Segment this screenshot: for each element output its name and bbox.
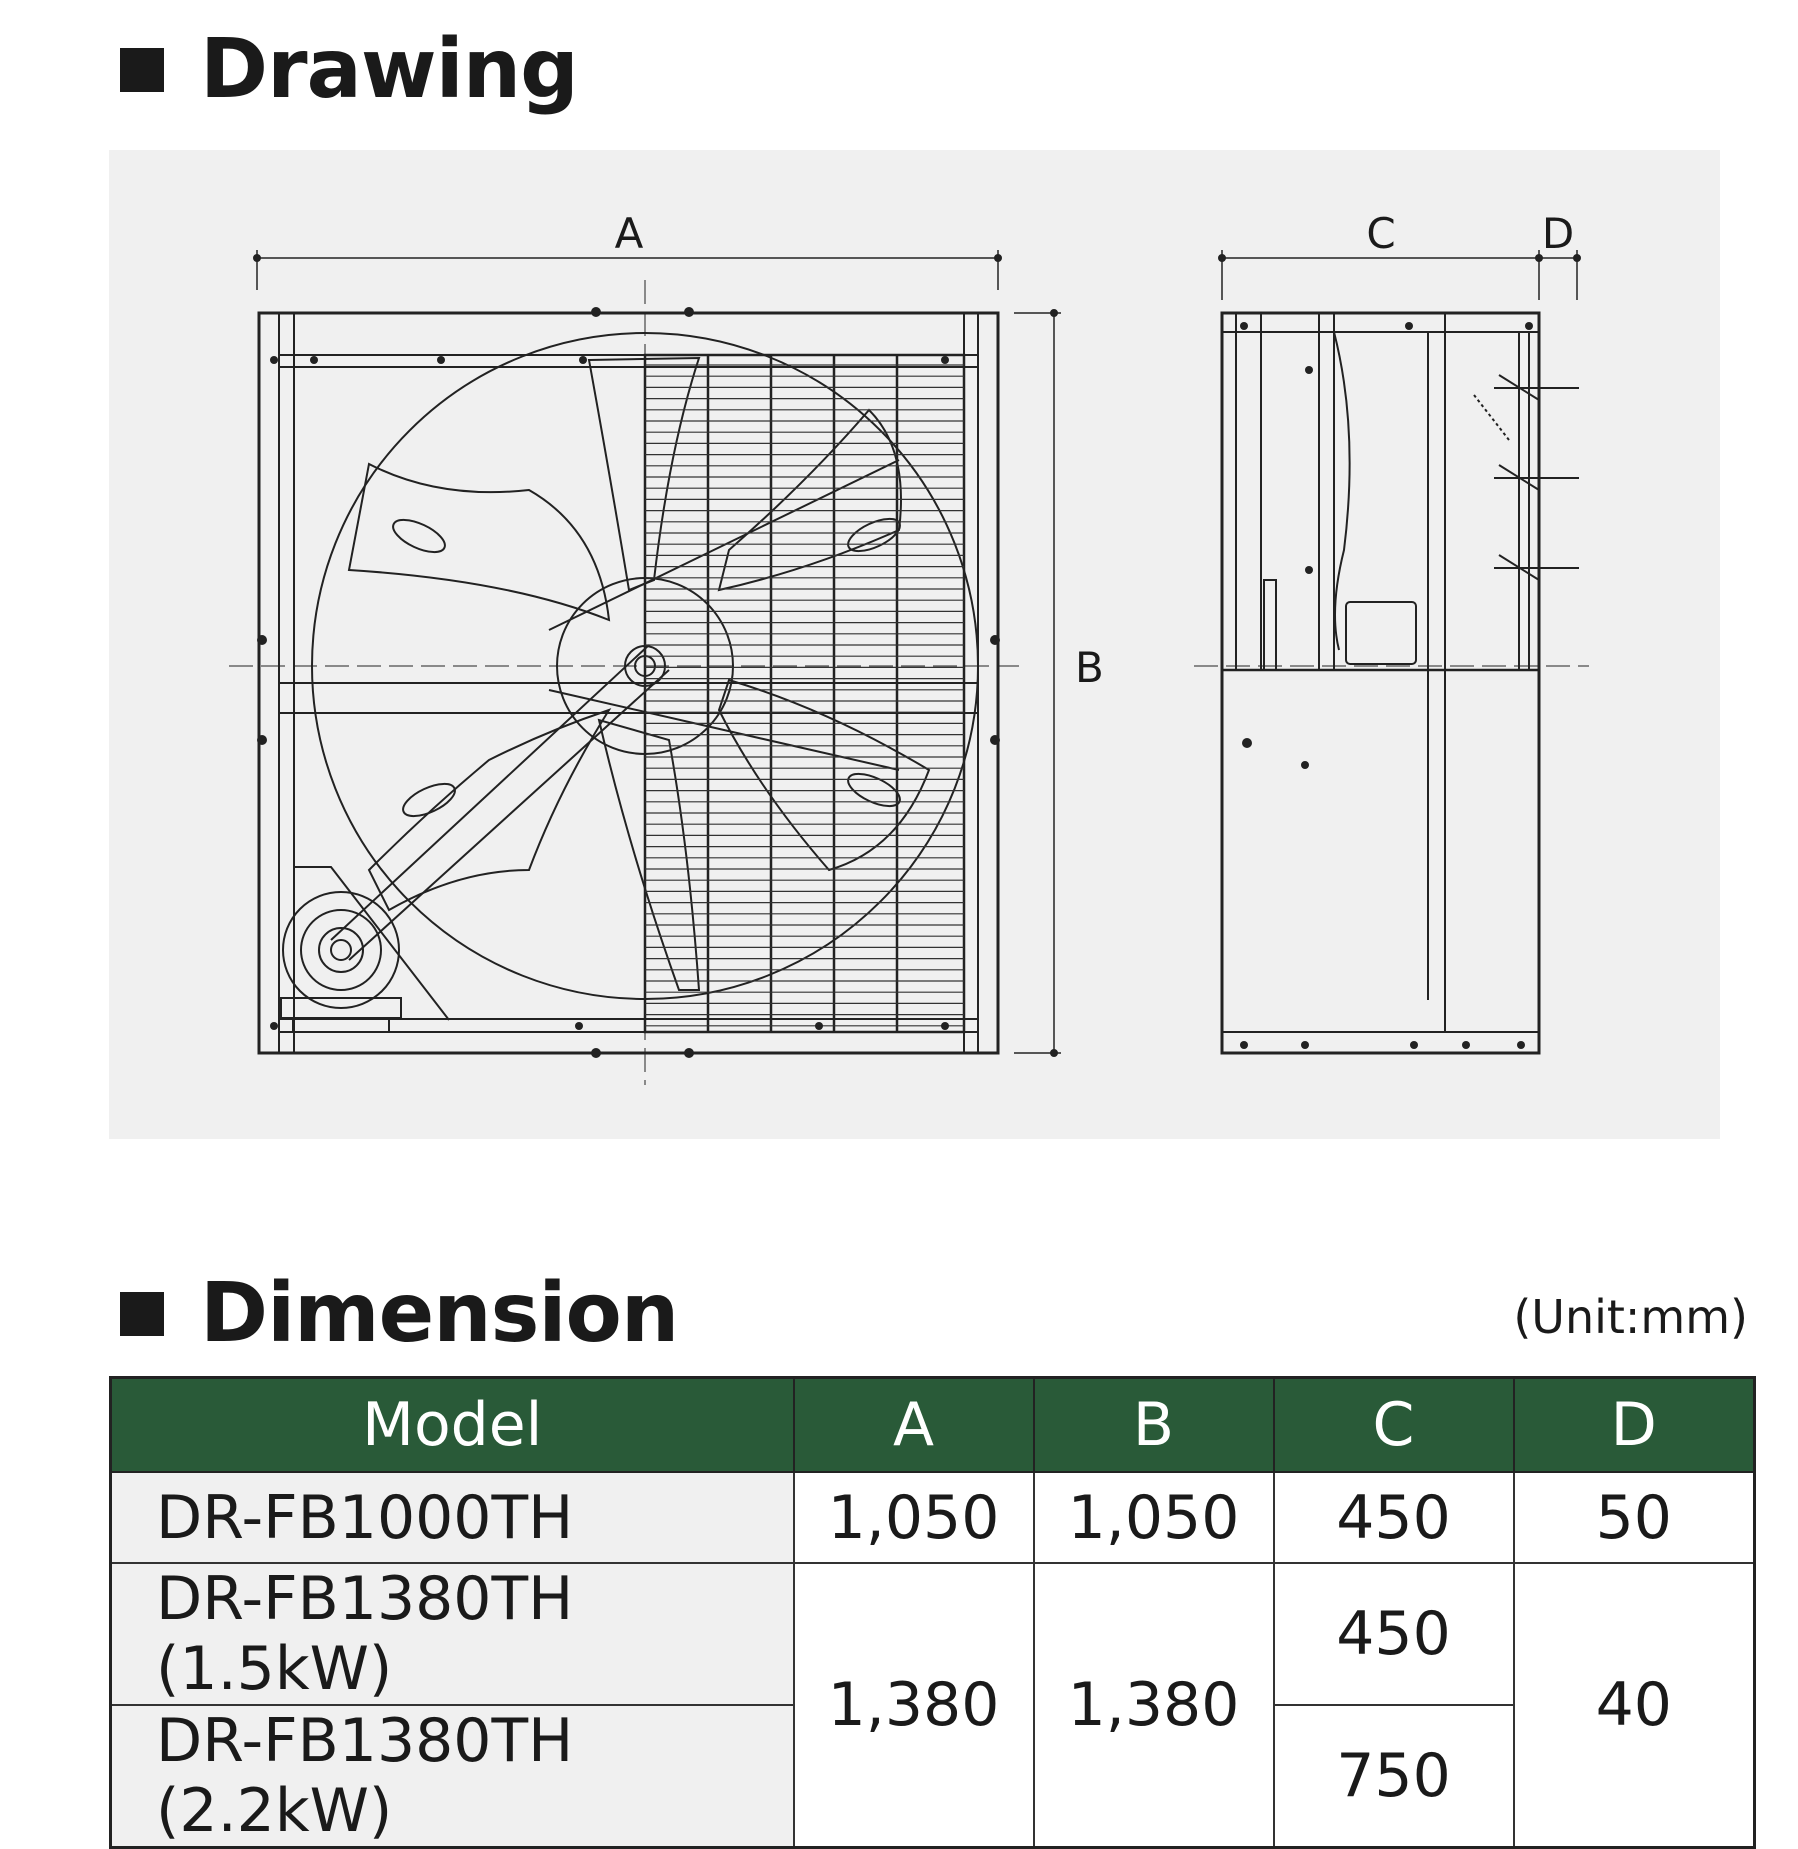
fan-drawing-svg: [109, 150, 1720, 1139]
unit-label: (Unit:mm): [1513, 1290, 1748, 1344]
square-bullet-icon: [120, 48, 164, 92]
table-row: [111, 1472, 1755, 1563]
d-cell: 40: [1514, 1563, 1755, 1848]
header-d: D: [1514, 1378, 1755, 1473]
header-b: B: [1034, 1378, 1274, 1473]
c-cell: 750: [1274, 1705, 1514, 1848]
label-d: D: [1541, 209, 1575, 258]
header-a: A: [794, 1378, 1034, 1473]
d-cell: 50: [1514, 1472, 1755, 1563]
c-cell: 450: [1274, 1472, 1514, 1563]
header-model: Model: [111, 1378, 794, 1473]
label-a: A: [614, 209, 644, 258]
a-cell: 1,050: [794, 1472, 1034, 1563]
b-cell: 1,050: [1034, 1472, 1274, 1563]
label-c: C: [1366, 209, 1396, 258]
header-c: C: [1274, 1378, 1514, 1473]
dimension-title-text: Dimension: [200, 1266, 679, 1361]
c-cell: 450: [1274, 1563, 1514, 1705]
dimension-section-title: [120, 1266, 678, 1361]
b-cell: 1,380: [1034, 1563, 1274, 1848]
dimension-table: [109, 1376, 1756, 1849]
drawing-title-text: Drawing: [200, 22, 578, 117]
model-cell: DR-FB1000TH: [111, 1472, 794, 1563]
drawing-section-title: [120, 22, 578, 117]
label-b: B: [1075, 643, 1104, 692]
a-cell: 1,380: [794, 1563, 1034, 1848]
table-header-row: [111, 1378, 1755, 1473]
square-bullet-icon: [120, 1292, 164, 1336]
model-cell: DR-FB1380TH (2.2kW): [111, 1705, 794, 1848]
table-row: [111, 1563, 1755, 1705]
model-cell: DR-FB1380TH (1.5kW): [111, 1563, 794, 1705]
technical-drawing: [109, 150, 1720, 1139]
